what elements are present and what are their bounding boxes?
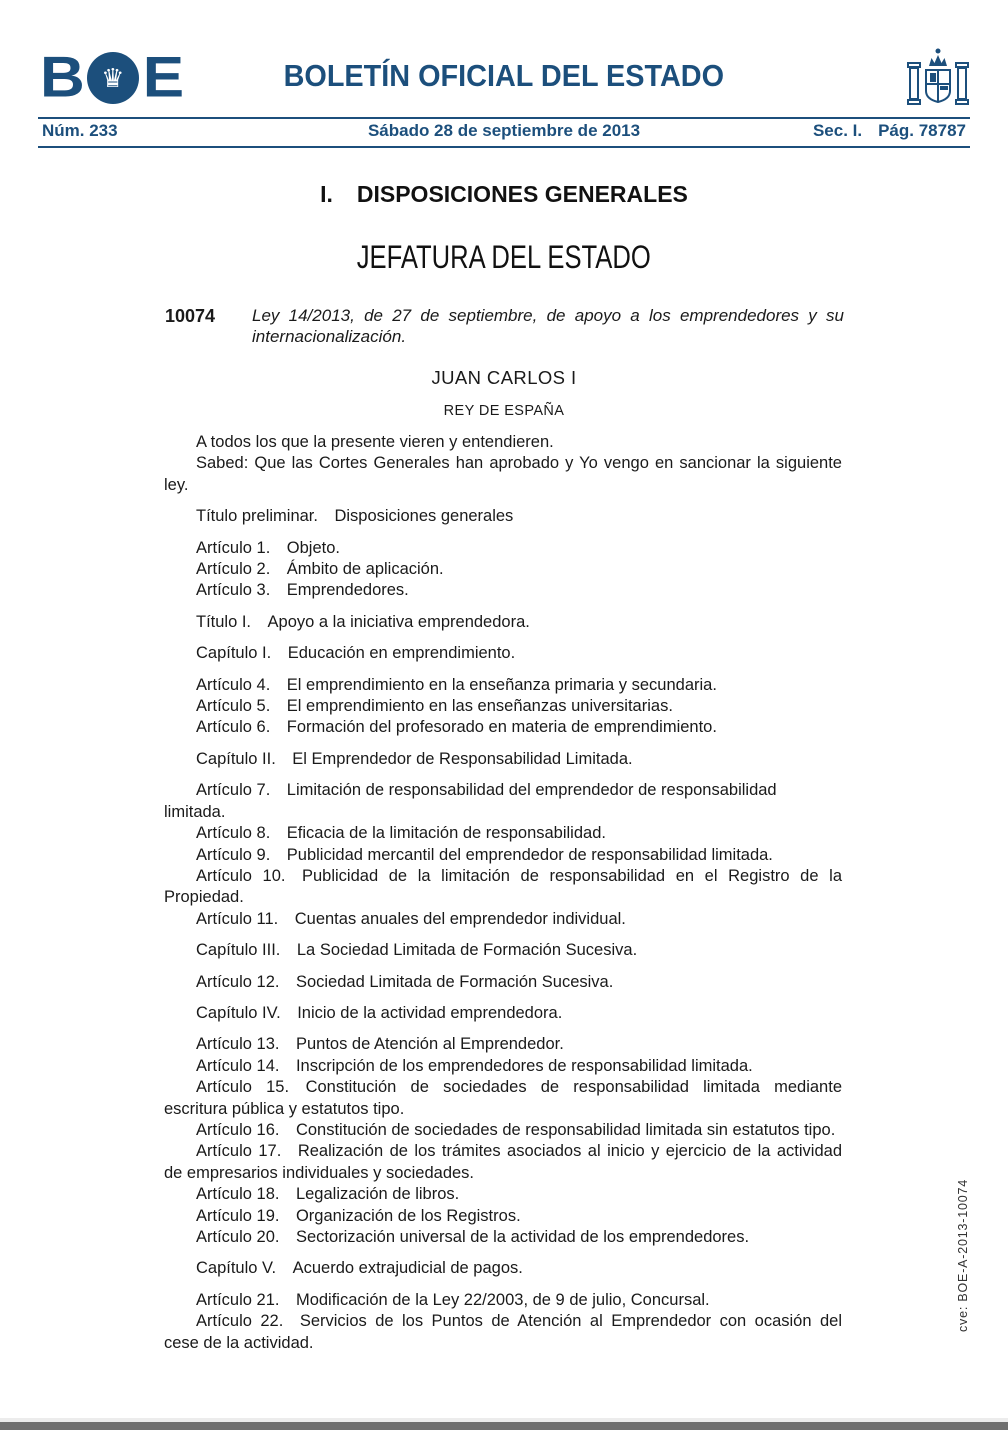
- body-line: Artículo 10. Publicidad de la limitación de responsabilidad en el Registro de la: [196, 866, 842, 885]
- body-line: Capítulo I. Educación en emprendimiento.: [196, 644, 516, 663]
- law-title-line: Ley 14/2013, de 27 de septiembre, de apoyo a los emprendedores y su: [252, 306, 844, 325]
- crown-icon: ♛: [101, 63, 125, 93]
- boe-logo-letter-b: B: [40, 45, 83, 110]
- body-paragraph: [164, 1258, 842, 1279]
- body-paragraph: [164, 1184, 842, 1205]
- body-paragraph: [164, 1056, 842, 1077]
- body-paragraph: [164, 612, 842, 633]
- body-paragraph: [164, 845, 842, 866]
- body-paragraph: [164, 940, 842, 961]
- body-paragraph: [164, 580, 842, 601]
- masthead-title: BOLETÍN OFICIAL DEL ESTADO: [283, 58, 725, 93]
- body-line: Título preliminar. Disposiciones generales: [196, 507, 514, 526]
- body-paragraph: [164, 780, 842, 823]
- body-paragraph: [164, 749, 842, 770]
- body-line: ley.: [164, 475, 189, 494]
- issue-number: Núm. 233: [42, 121, 118, 140]
- body-line: Artículo 5. El emprendimiento en las enseñanzas universitarias.: [196, 697, 673, 716]
- body-paragraph: [164, 823, 842, 844]
- body-paragraph: [164, 1120, 842, 1141]
- page-label: Pág. 78787: [878, 121, 966, 140]
- body-line: Artículo 21. Modificación de la Ley 22/2003, de 9 de julio, Concursal.: [196, 1290, 710, 1309]
- body-line: Capítulo III. La Sociedad Limitada de Formación Sucesiva.: [196, 941, 638, 960]
- body-line: Título I. Apoyo a la iniciativa emprendedora.: [196, 612, 530, 631]
- body-line: Artículo 1. Objeto.: [196, 538, 340, 557]
- signatory-title: REY DE ESPAÑA: [443, 403, 565, 419]
- issue-date: Sábado 28 de septiembre de 2013: [367, 121, 641, 140]
- body-paragraph: [164, 506, 842, 527]
- body-paragraph: [164, 696, 842, 717]
- body-line: Artículo 8. Eficacia de la limitación de responsabilidad.: [196, 824, 606, 843]
- masthead: [0, 58, 1008, 94]
- section-heading: [0, 181, 1008, 208]
- department-heading: JEFATURA DEL ESTADO: [356, 239, 651, 275]
- body-paragraph: [164, 643, 842, 664]
- law-item-title: [252, 305, 844, 348]
- body-line: Artículo 12. Sociedad Limitada de Formación Sucesiva.: [196, 972, 614, 991]
- body-line: escritura pública y estatutos tipo.: [164, 1099, 405, 1118]
- document-body: [164, 432, 842, 1354]
- cve-code: cve: BOE-A-2013-10074: [956, 1179, 970, 1332]
- body-paragraph: [164, 1003, 842, 1024]
- body-line: Artículo 17. Realización de los trámites asociados al inicio y ejercicio de la actividad: [196, 1142, 842, 1161]
- body-line: Artículo 14. Inscripción de los emprendedores de responsabilidad limitada.: [196, 1056, 753, 1075]
- body-paragraph: [164, 1141, 842, 1184]
- section-heading-number: I.: [320, 181, 333, 207]
- body-line: Propiedad.: [164, 888, 244, 907]
- section-heading-title: DISPOSICIONES GENERALES: [356, 181, 688, 207]
- body-line: Artículo 2. Ámbito de aplicación.: [196, 560, 444, 579]
- body-line: Artículo 19. Organización de los Registros.: [196, 1206, 521, 1225]
- body-paragraph: [164, 432, 842, 453]
- body-line: cese de la actividad.: [164, 1333, 314, 1352]
- body-line: Capítulo II. El Emprendedor de Responsabilidad Limitada.: [196, 749, 633, 768]
- body-paragraph: [164, 538, 842, 559]
- law-title-line: internacionalización.: [252, 327, 407, 347]
- body-line: Artículo 6. Formación del profesorado en materia de emprendimiento.: [196, 718, 717, 737]
- body-paragraph: [164, 453, 842, 496]
- body-line: Artículo 22. Servicios de los Puntos de Atención al Emprendedor con ocasión del: [196, 1312, 842, 1331]
- header-info-bar: [38, 121, 970, 145]
- section-label: Sec. I.: [812, 121, 863, 140]
- body-line: Capítulo V. Acuerdo extrajudicial de pagos.: [196, 1259, 523, 1278]
- body-line: Artículo 3. Emprendedores.: [196, 581, 409, 600]
- body-line: de empresarios individuales y sociedades.: [164, 1163, 475, 1182]
- body-paragraph: [164, 1206, 842, 1227]
- body-line: Artículo 4. El emprendimiento en la enseñanza primaria y secundaria.: [196, 675, 717, 694]
- law-item-number: 10074: [165, 306, 216, 326]
- body-line: Artículo 9. Publicidad mercantil del emprendedor de responsabilidad limitada.: [196, 845, 773, 864]
- body-line: A todos los que la presente vieren y entendieren.: [196, 433, 554, 451]
- body-line: Artículo 13. Puntos de Atención al Emprendedor.: [196, 1035, 564, 1054]
- body-paragraph: [164, 675, 842, 696]
- spain-coat-of-arms-icon: [903, 44, 973, 114]
- body-line: Sabed: Que las Cortes Generales han aprobado y Yo vengo en sancionar la siguiente: [196, 454, 842, 473]
- body-line: Artículo 20. Sectorización universal de la actividad de los emprendedores.: [196, 1228, 750, 1246]
- boe-logo-letter-e: E: [142, 45, 183, 110]
- body-paragraph: [164, 1311, 842, 1354]
- body-paragraph: [164, 1290, 842, 1311]
- bottom-window-edge: [0, 1422, 1008, 1430]
- body-line: Artículo 18. Legalización de libros.: [196, 1185, 460, 1204]
- header-rule-top: [38, 117, 970, 119]
- section-page: [813, 121, 966, 141]
- body-paragraph: [164, 1227, 842, 1248]
- body-paragraph: [164, 559, 842, 580]
- body-line: Artículo 15. Constitución de sociedades de responsabilidad limitada mediante: [196, 1078, 842, 1097]
- signatory-name: JUAN CARLOS I: [431, 367, 577, 388]
- body-line: Artículo 11. Cuentas anuales del emprendedor individual.: [196, 909, 626, 928]
- body-paragraph: [164, 1077, 842, 1120]
- body-line: Artículo 16. Constitución de sociedades de responsabilidad limitada sin estatutos tipo.: [196, 1120, 836, 1139]
- body-line: Artículo 7. Limitación de responsabilidad del emprendedor de responsabilidad limitada.: [164, 781, 777, 821]
- header-rule-bottom: [38, 146, 970, 148]
- body-paragraph: [164, 972, 842, 993]
- body-line: Capítulo IV. Inicio de la actividad emprendedora.: [196, 1003, 563, 1022]
- body-paragraph: [164, 909, 842, 930]
- body-paragraph: [164, 717, 842, 738]
- body-paragraph: [164, 866, 842, 909]
- body-paragraph: [164, 1034, 842, 1055]
